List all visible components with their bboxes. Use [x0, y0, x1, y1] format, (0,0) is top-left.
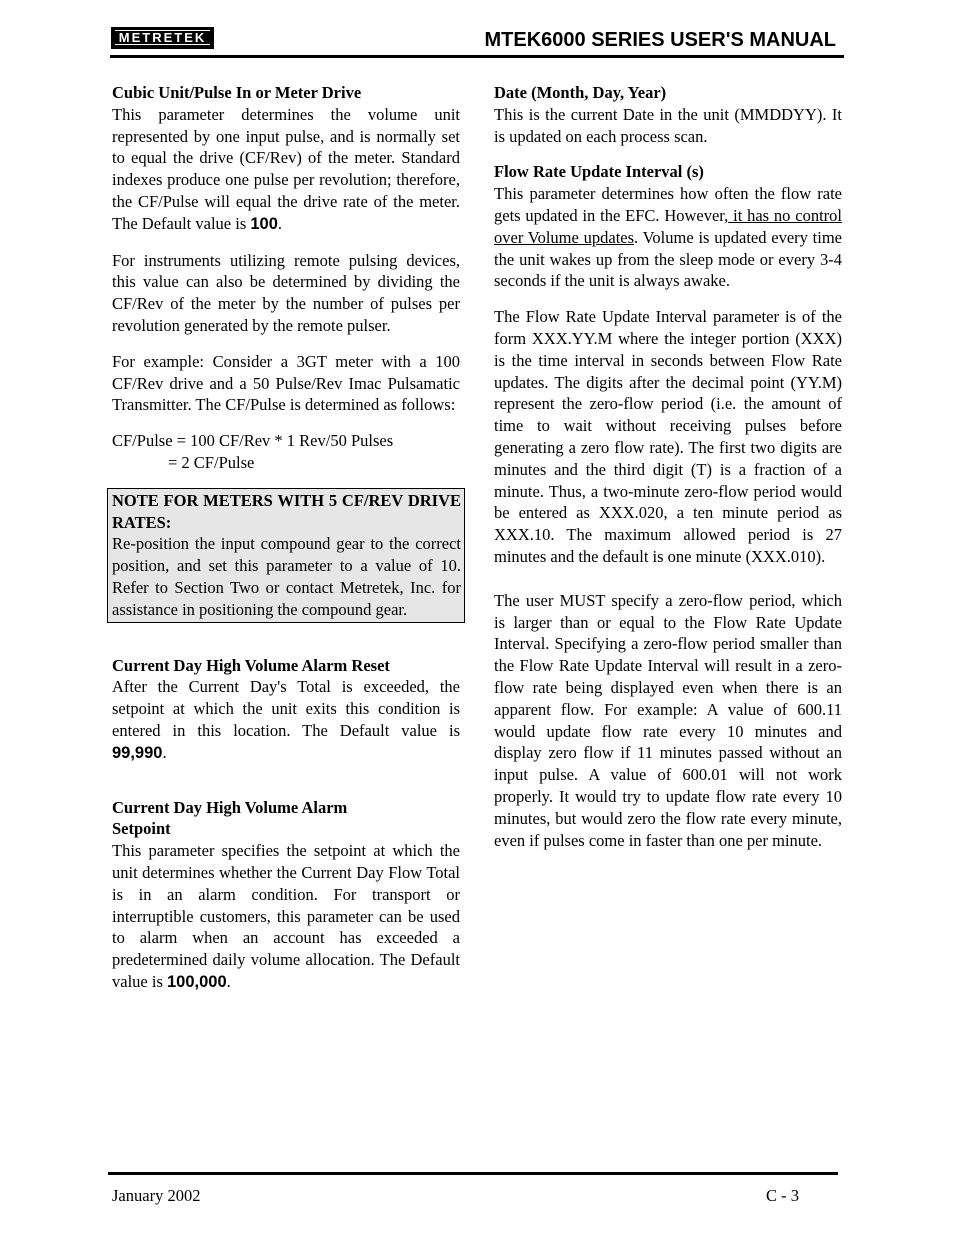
left-column [112, 82, 460, 1008]
heading-cubic-unit-pulse: Cubic Unit/Pulse In or Meter Drive [112, 83, 362, 102]
heading-date: Date (Month, Day, Year) [494, 83, 667, 102]
underlined-text: it has no control over Volume updates [494, 205, 842, 247]
default-value: 100 [250, 214, 278, 233]
note-heading: NOTE FOR METERS WITH 5 CF/REV DRIVE RATES: [112, 490, 461, 532]
manual-title: MTEK6000 SERIES USER'S MANUAL [484, 29, 836, 51]
formula-line-1: CF/Pulse = 100 CF/Rev * 1 Rev/50 Pulses [112, 431, 394, 451]
formula-line-2: = 2 CF/Pulse [168, 452, 255, 472]
heading-alarm-reset: Current Day High Volume Alarm Reset [112, 655, 390, 675]
paragraph-text: After the Current Day's Total is exceeded, the setpoint at which the unit exits this condition is entered in this location. The Default value is [112, 677, 460, 740]
paragraph-zero-flow: The user MUST specify a zero-flow period, which is larger than or equal to the Flow Rate Update Interval. Specifying a zero-flow period smaller than the Flow Rate Update Interval will result in a zero-flow rate being displayed even when there is an apparent flow. For example: A value of 600.11 would update flow rate every 10 minutes and display zero flow if 11 minutes passed without an input pulse. A value of 600.01 will not work properly. It would try to update flow rate every 10 minutes, but would zero the flow rate every minute, even if pulses come in faster than one per minute. [494, 590, 842, 850]
paragraph-flow-rate-description [494, 183, 842, 292]
underlined-comma: , [724, 205, 729, 225]
paragraph-text: This parameter determines the volume unit represented by one input pulse, and is normally set to equal the drive (CF/Rev) of the meter. Standard indexes produce one pulse per revolution; therefore, the CF/Pulse will equal the drive rate of the meter. The Default value is [112, 104, 460, 233]
paragraph-interval-format: The Flow Rate Update Interval parameter is of the form XXX.YY.M where the integer portion (XXX) is the time interval in seconds between Flow Rate updates. The digits after the decimal point (YY.M) represent the zero-flow period (i.e. the amount of time to wait without receiving pulses before generating a zero flow rate). The first two digits are minutes and the third digit (T) is a fraction of a minute. Thus, a two-minute zero-flow period would be entered as XXX.020, a ten minute period as XXX.10. The maximum allowed period is 27 minutes and the default is one minute (XXX.010). [494, 307, 842, 566]
note-body: Re-position the input compound gear to the correct position, and set this parameter to a value of 10. Refer to Section Two or contact Metretek, Inc. for assistance in positioning the compound gear. [112, 534, 461, 619]
formula [112, 430, 460, 474]
paragraph-text: This parameter determines how often the flow rate gets updated in the EFC. However [494, 184, 842, 225]
note-box [107, 488, 465, 623]
metretek-logo [111, 27, 214, 49]
paragraph-text: This parameter specifies the setpoint at which the unit determines whether the Current Day Flow Total is in an alarm condition. For transport or interruptible customers, this parameter can be used to alarm when an account has exceeded a predetermined daily volume allocation. The Default value is [112, 841, 460, 991]
heading-alarm-setpoint-line-2: Setpoint [112, 819, 171, 839]
paragraph-text: . Volume is updated every time the unit wakes up from the sleep mode or every 3-4 seconds if the unit is always awake. [494, 227, 843, 291]
paragraph-cubic-unit-description: This parameter determines the volume unit represented by one input pulse, and is normally set to equal the drive (CF/Rev) of the meter. Standard indexes produce one pulse per revolution; therefore, the CF/Pulse will equal the drive rate of the meter. The Default value is 100. [112, 104, 460, 233]
heading-alarm-setpoint-line-1: Current Day High Volume Alarm [112, 797, 348, 817]
paragraph-example: For example: Consider a 3GT meter with a 100 CF/Rev drive and a 50 Pulse/Rev Imac Pulsamatic Transmitter. The CF/Pulse is determined as follows: [112, 351, 460, 415]
heading-flow-rate-interval: Flow Rate Update Interval (s) [494, 162, 704, 182]
header-rule [110, 55, 844, 58]
default-value: 100,000 [167, 972, 227, 991]
footer-rule [108, 1172, 838, 1175]
paragraph-remote-pulsing: For instruments utilizing remote pulsing devices, this value can also be determined by dividing the CF/Rev of the meter by the number of pulses per revolution generated by the remote pulser. [112, 250, 460, 335]
logo-text: METRETEK [115, 30, 211, 45]
footer-date: January 2002 [112, 1186, 201, 1205]
page-number: C - 3 [766, 1186, 799, 1205]
paragraph-alarm-reset: After the Current Day's Total is exceeded, the setpoint at which the unit exits this condition is entered in this location. The Default value is 99,990. [112, 677, 460, 762]
paragraph-alarm-setpoint: This parameter specifies the setpoint at which the unit determines whether the Current Day Flow Total is in an alarm condition. For transport or interruptible customers, this parameter can be used to alarm when an account has exceeded a predetermined daily volume allocation. The Default value is 100,000. [112, 841, 460, 991]
paragraph-date: This is the current Date in the unit (MMDDYY). It is updated on each process scan. [494, 104, 842, 146]
right-column [494, 82, 842, 865]
default-value: 99,990 [112, 743, 163, 762]
